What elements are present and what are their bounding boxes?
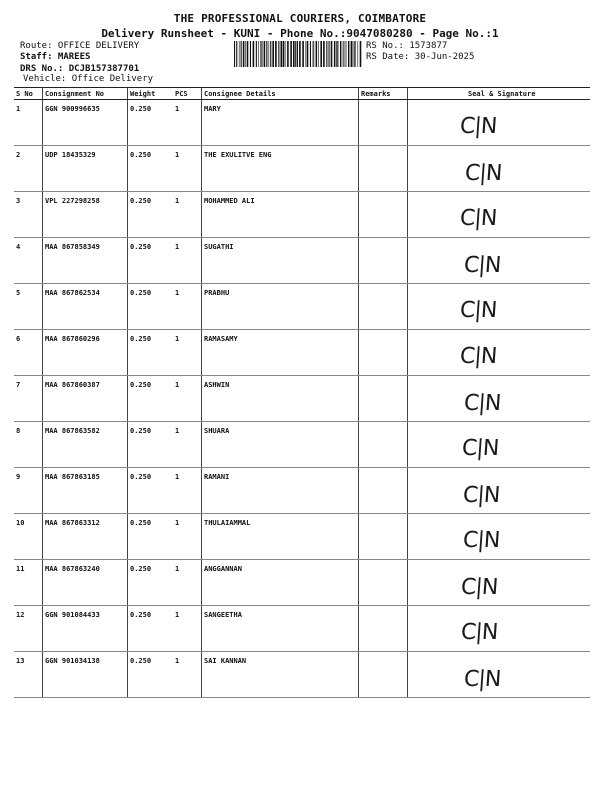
column-header-signature: Seal & Signature <box>408 88 591 100</box>
table-row <box>14 652 590 698</box>
cell-seal-signature <box>408 468 591 514</box>
handwritten-signature: C|N <box>459 114 498 139</box>
cell-sno: 12 <box>14 606 43 652</box>
cell-pcs: 1 <box>174 146 202 192</box>
drs-number: DRS No.: DCJB157387701 <box>20 64 140 74</box>
barcode-bar <box>275 41 277 67</box>
cell-pcs: 1 <box>174 238 202 284</box>
handwritten-signature: C|N <box>462 528 501 553</box>
cell-sno: 3 <box>14 192 43 238</box>
cell-seal-signature <box>408 514 591 560</box>
barcode-bar <box>337 41 338 67</box>
barcode-bar <box>256 41 257 67</box>
handwritten-signature: C|N <box>461 436 500 461</box>
barcode-bar <box>340 41 341 67</box>
cell-sno: 6 <box>14 330 43 376</box>
cell-weight: 0.250 <box>128 606 175 652</box>
cell-sno: 5 <box>14 284 43 330</box>
table-row <box>14 376 590 422</box>
handwritten-signature: C|N <box>464 161 503 186</box>
column-header-remarks: Remarks <box>359 88 408 100</box>
barcode-bar <box>290 41 292 67</box>
cell-consignee: PRABHU <box>202 284 359 330</box>
barcode-bar <box>358 41 359 67</box>
cell-weight: 0.250 <box>128 100 175 146</box>
cell-sno: 4 <box>14 238 43 284</box>
cell-pcs: 1 <box>174 606 202 652</box>
table-row <box>14 238 590 284</box>
barcode-bar <box>318 41 319 67</box>
barcode-bar <box>326 41 327 67</box>
column-header-weight: Weight <box>128 88 175 100</box>
cell-consignee: SANGEETHA <box>202 606 359 652</box>
table-row <box>14 192 590 238</box>
cell-consignment-no: VPL 227298258 <box>43 192 128 238</box>
cell-consignee: RAMANI <box>202 468 359 514</box>
cell-sno: 1 <box>14 100 43 146</box>
cell-sno: 11 <box>14 560 43 606</box>
barcode-bar <box>241 41 242 67</box>
barcode-bar <box>315 41 316 67</box>
cell-weight: 0.250 <box>128 330 175 376</box>
handwritten-signature: C|N <box>459 206 498 231</box>
cell-consignment-no: MAA 867862534 <box>43 284 128 330</box>
barcode-bar <box>253 41 255 67</box>
cell-sno: 10 <box>14 514 43 560</box>
cell-seal-signature <box>408 238 591 284</box>
cell-consignment-no: MAA 867863312 <box>43 514 128 560</box>
cell-weight: 0.250 <box>128 284 175 330</box>
barcode-bar <box>351 41 353 67</box>
cell-seal-signature <box>408 192 591 238</box>
barcode-bar <box>299 41 301 67</box>
cell-consignment-no: MAA 867860296 <box>43 330 128 376</box>
barcode-bar <box>302 41 304 67</box>
cell-remarks <box>359 284 408 330</box>
table-row <box>14 468 590 514</box>
cell-seal-signature <box>408 376 591 422</box>
cell-pcs: 1 <box>174 284 202 330</box>
cell-pcs: 1 <box>174 192 202 238</box>
cell-sno: 7 <box>14 376 43 422</box>
cell-consignee: ANGGANNAN <box>202 560 359 606</box>
barcode-bar <box>234 41 235 67</box>
barcode-bar <box>243 41 245 67</box>
cell-weight: 0.250 <box>128 192 175 238</box>
barcode-bar <box>245 41 246 67</box>
cell-weight: 0.250 <box>128 468 175 514</box>
table-body <box>14 100 590 698</box>
barcode-bar <box>331 41 333 67</box>
cell-consignee: RAMASAMY <box>202 330 359 376</box>
column-header-consignee: Consignee Details <box>202 88 359 100</box>
cell-remarks <box>359 192 408 238</box>
cell-consignment-no: MAA 867863582 <box>43 422 128 468</box>
handwritten-signature: C|N <box>463 253 502 278</box>
cell-pcs: 1 <box>174 652 202 698</box>
cell-consignment-no: GGN 900996635 <box>43 100 128 146</box>
table-row <box>14 422 590 468</box>
barcode-bar <box>355 41 356 67</box>
handwritten-signature: C|N <box>460 575 499 600</box>
cell-weight: 0.250 <box>128 652 175 698</box>
vehicle-label: Vehicle: Office Delivery <box>23 74 154 84</box>
cell-consignment-no: MAA 867858349 <box>43 238 128 284</box>
rs-date: RS Date: 30-Jun-2025 <box>366 52 475 62</box>
barcode-bar <box>260 41 261 67</box>
barcode-bar <box>264 41 266 67</box>
cell-seal-signature <box>408 652 591 698</box>
barcode-bar <box>350 41 351 67</box>
cell-seal-signature <box>408 146 591 192</box>
barcode-bar <box>346 41 347 67</box>
barcode-bar <box>313 41 314 67</box>
staff-label: Staff: MAREES <box>20 52 91 62</box>
company-title: THE PROFESSIONAL COURIERS, COIMBATORE <box>173 12 427 25</box>
cell-weight: 0.250 <box>128 146 175 192</box>
barcode-bar <box>336 41 337 67</box>
barcode <box>234 41 362 67</box>
cell-remarks <box>359 330 408 376</box>
cell-remarks <box>359 468 408 514</box>
barcode-bar <box>285 41 286 67</box>
barcode-bar <box>272 41 274 67</box>
table-header-row <box>14 88 590 100</box>
barcode-bar <box>247 41 249 67</box>
barcode-bar <box>261 41 262 67</box>
barcode-bar <box>310 41 311 67</box>
route-label: Route: OFFICE DELIVERY <box>20 41 140 51</box>
cell-seal-signature <box>408 422 591 468</box>
barcode-bar <box>270 41 271 67</box>
cell-consignment-no: MAA 867863185 <box>43 468 128 514</box>
column-header-pcs: PCS <box>174 88 202 100</box>
cell-sno: 9 <box>14 468 43 514</box>
cell-remarks <box>359 606 408 652</box>
cell-seal-signature <box>408 284 591 330</box>
cell-sno: 8 <box>14 422 43 468</box>
barcode-bar <box>306 41 307 67</box>
cell-pcs: 1 <box>174 376 202 422</box>
cell-seal-signature <box>408 100 591 146</box>
barcode-bar <box>239 41 240 67</box>
cell-remarks <box>359 238 408 284</box>
table-row <box>14 606 590 652</box>
cell-weight: 0.250 <box>128 376 175 422</box>
barcode-bar <box>250 41 251 67</box>
table-row <box>14 284 590 330</box>
handwritten-signature: C|N <box>459 344 498 369</box>
cell-pcs: 1 <box>174 560 202 606</box>
cell-consignee: SUGATHI <box>202 238 359 284</box>
cell-pcs: 1 <box>174 514 202 560</box>
cell-weight: 0.250 <box>128 514 175 560</box>
cell-pcs: 1 <box>174 468 202 514</box>
cell-remarks <box>359 560 408 606</box>
handwritten-signature: C|N <box>463 391 502 416</box>
barcode-bar <box>360 41 362 67</box>
handwritten-signature: C|N <box>462 483 501 508</box>
table-row <box>14 560 590 606</box>
cell-weight: 0.250 <box>128 422 175 468</box>
table-row <box>14 330 590 376</box>
cell-pcs: 1 <box>174 330 202 376</box>
cell-seal-signature <box>408 606 591 652</box>
barcode-bar <box>354 41 355 67</box>
cell-seal-signature <box>408 330 591 376</box>
cell-consignment-no: MAA 867860387 <box>43 376 128 422</box>
cell-remarks <box>359 422 408 468</box>
cell-weight: 0.250 <box>128 238 175 284</box>
barcode-bar <box>307 41 309 67</box>
column-header-sno: S No <box>14 88 43 100</box>
handwritten-signature: C|N <box>463 667 502 692</box>
barcode-bar <box>266 41 267 67</box>
cell-remarks <box>359 514 408 560</box>
runsheet-title: Delivery Runsheet - KUNI - Phone No.:9047080280 - Page No.:1 <box>101 27 499 40</box>
cell-consignee: MOHAMMED ALI <box>202 192 359 238</box>
barcode-bar <box>342 41 343 67</box>
cell-consignment-no: MAA 867863240 <box>43 560 128 606</box>
cell-consignment-no: GGN 901084433 <box>43 606 128 652</box>
barcode-bar <box>281 41 283 67</box>
barcode-bar <box>236 41 237 67</box>
cell-remarks <box>359 100 408 146</box>
barcode-bar <box>295 41 296 67</box>
cell-sno: 13 <box>14 652 43 698</box>
cell-consignee: THULAIAMMAL <box>202 514 359 560</box>
barcode-bar <box>283 41 285 67</box>
barcode-bar <box>287 41 289 67</box>
barcode-bar <box>258 41 259 67</box>
barcode-bar <box>297 41 298 67</box>
barcode-bar <box>329 41 330 67</box>
cell-consignee: MARY <box>202 100 359 146</box>
barcode-bar <box>323 41 325 67</box>
runsheet-table <box>14 87 590 698</box>
cell-consignment-no: UDP 18435329 <box>43 146 128 192</box>
cell-consignee: SHUARA <box>202 422 359 468</box>
cell-pcs: 1 <box>174 422 202 468</box>
barcode-bar <box>269 41 270 67</box>
table-row <box>14 100 590 146</box>
barcode-bar <box>345 41 346 67</box>
cell-sno: 2 <box>14 146 43 192</box>
barcode-bar <box>320 41 322 67</box>
table-row <box>14 514 590 560</box>
cell-pcs: 1 <box>174 100 202 146</box>
handwritten-signature: C|N <box>460 620 499 645</box>
cell-remarks <box>359 376 408 422</box>
barcode-bar <box>293 41 295 67</box>
barcode-bar <box>334 41 335 67</box>
table-row <box>14 146 590 192</box>
barcode-bar <box>343 41 344 67</box>
cell-consignee: ASHWIN <box>202 376 359 422</box>
cell-weight: 0.250 <box>128 560 175 606</box>
rs-number: RS No.: 1573877 <box>366 41 448 51</box>
handwritten-signature: C|N <box>459 298 498 323</box>
barcode-bar <box>316 41 317 67</box>
barcode-bar <box>348 41 349 67</box>
column-header-consignment: Consignment No <box>43 88 128 100</box>
cell-remarks <box>359 652 408 698</box>
cell-consignee: SAI KANNAN <box>202 652 359 698</box>
barcode-bar <box>278 41 279 67</box>
cell-consignee: THE EXULITVE ENG <box>202 146 359 192</box>
cell-remarks <box>359 146 408 192</box>
cell-consignment-no: GGN 901034138 <box>43 652 128 698</box>
cell-seal-signature <box>408 560 591 606</box>
